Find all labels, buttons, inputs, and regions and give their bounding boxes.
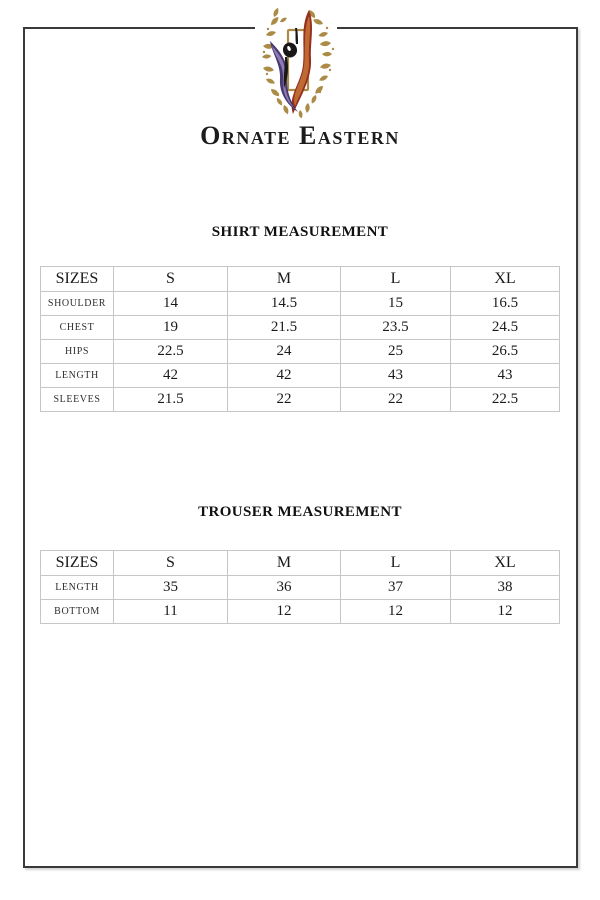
row-label: LENGTH [41, 576, 114, 600]
cell-value: 19 [114, 316, 228, 340]
cell-value: 38 [451, 576, 560, 600]
size-m-header: M [228, 551, 341, 576]
cell-value: 25 [341, 340, 451, 364]
cell-value: 22 [341, 388, 451, 412]
size-l-header: L [341, 267, 451, 292]
cell-value: 21.5 [114, 388, 228, 412]
cell-value: 12 [341, 600, 451, 624]
cell-value: 26.5 [451, 340, 560, 364]
cell-value: 22.5 [451, 388, 560, 412]
cell-value: 43 [451, 364, 560, 388]
cell-value: 16.5 [451, 292, 560, 316]
trouser-measurement-table [40, 550, 560, 624]
table-row-chest [41, 316, 560, 340]
row-label: SLEEVES [41, 388, 114, 412]
cell-value: 23.5 [341, 316, 451, 340]
sizes-header: SIZES [41, 267, 114, 292]
cell-value: 22 [228, 388, 341, 412]
row-label: BOTTOM [41, 600, 114, 624]
cell-value: 24.5 [451, 316, 560, 340]
header-row [41, 551, 560, 576]
row-label: LENGTH [41, 364, 114, 388]
cell-value: 37 [341, 576, 451, 600]
cell-value: 42 [228, 364, 341, 388]
table-row-length [41, 576, 560, 600]
brand-logo-icon [258, 8, 334, 118]
cell-value: 14.5 [228, 292, 341, 316]
cell-value: 12 [228, 600, 341, 624]
sizes-header: SIZES [41, 551, 114, 576]
header-row [41, 267, 560, 292]
size-m-header: M [228, 267, 341, 292]
table-row-length [41, 364, 560, 388]
row-label: CHEST [41, 316, 114, 340]
size-s-header: S [114, 551, 228, 576]
shirt-section-title: SHIRT MEASUREMENT [211, 224, 389, 240]
size-s-header: S [114, 267, 228, 292]
cell-value: 22.5 [114, 340, 228, 364]
size-l-header: L [341, 551, 451, 576]
cell-value: 15 [341, 292, 451, 316]
trouser-section-title: TROUSER MEASUREMENT [198, 504, 402, 520]
table-row-sleeves [41, 388, 560, 412]
cell-value: 36 [228, 576, 341, 600]
table-row-hips [41, 340, 560, 364]
cell-value: 43 [341, 364, 451, 388]
cell-value: 14 [114, 292, 228, 316]
row-label: SHOULDER [41, 292, 114, 316]
size-xl-header: XL [451, 551, 560, 576]
row-label: HIPS [41, 340, 114, 364]
table-row-shoulder [41, 292, 560, 316]
cell-value: 12 [451, 600, 560, 624]
cell-value: 24 [228, 340, 341, 364]
shirt-measurement-table [40, 266, 560, 412]
table-row-bottom [41, 600, 560, 624]
brand-name: Ornate Eastern [200, 121, 400, 150]
cell-value: 21.5 [228, 316, 341, 340]
page-border-frame [23, 27, 578, 868]
size-xl-header: XL [451, 267, 560, 292]
cell-value: 42 [114, 364, 228, 388]
cell-value: 35 [114, 576, 228, 600]
cell-value: 11 [114, 600, 228, 624]
